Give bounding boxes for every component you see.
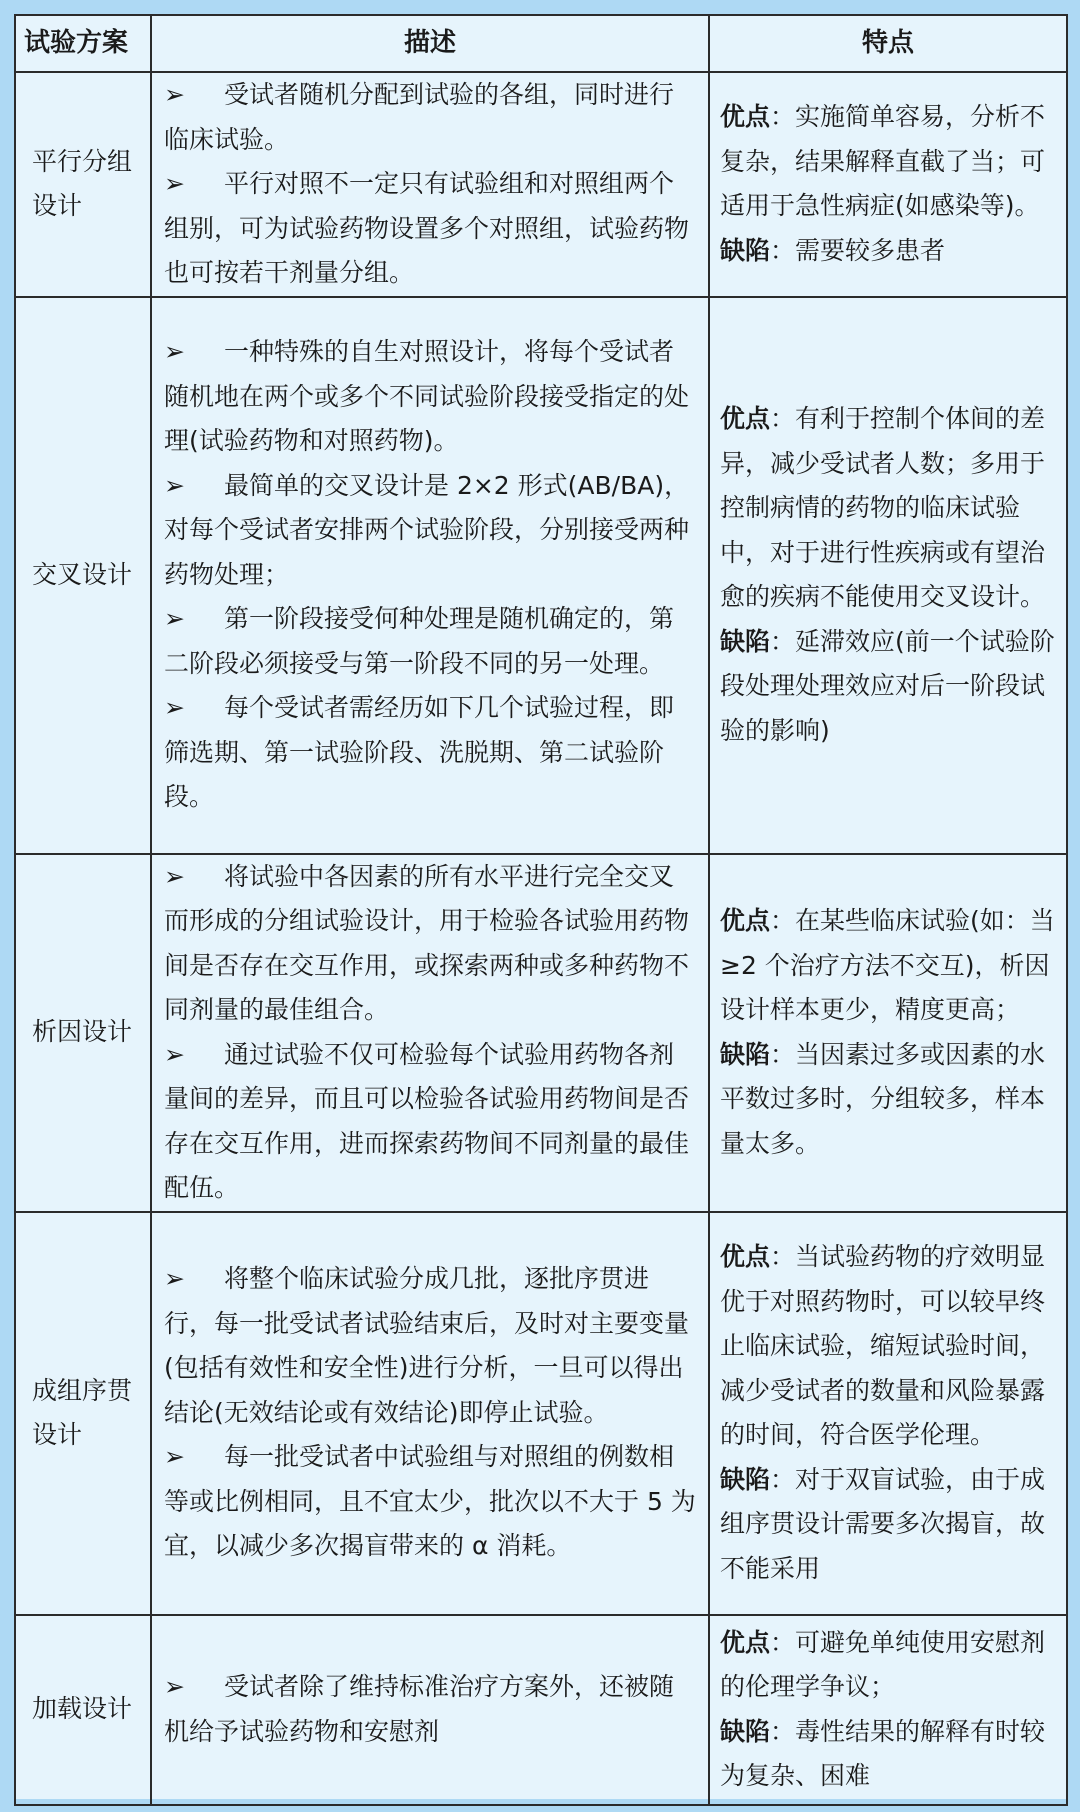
bullet-arrow-icon: ➢ — [164, 1039, 185, 1069]
description-bullet — [164, 597, 698, 686]
description-bullet — [164, 1257, 698, 1435]
description-cell — [151, 297, 709, 854]
bullet-text: 平行对照不一定只有试验组和对照组两个组别，可为试验药物设置多个对照组，试验药物也可按若干剂量分组。 — [164, 169, 690, 287]
colon: ： — [770, 1716, 796, 1746]
drawback-label: 缺陷 — [720, 1716, 771, 1746]
description-bullet — [164, 1435, 698, 1569]
drawback-label: 缺陷 — [720, 626, 771, 656]
drawback-paragraph — [720, 229, 1056, 274]
drawback-text: 延滞效应(前一个试验阶段处理处理效应对后一阶段试验的影响) — [720, 626, 1055, 745]
description-bullet — [164, 162, 698, 296]
advantage-text: 可避免单纯使用安慰剂的伦理学争议； — [720, 1627, 1046, 1701]
colon: ： — [770, 626, 796, 656]
advantage-paragraph — [720, 1235, 1056, 1458]
advantage-text: 实施简单容易，分析不复杂，结果解释直截了当；可适用于急性病症(如感染等)。 — [720, 102, 1046, 221]
colon: ： — [770, 906, 796, 935]
features-cell — [709, 297, 1067, 854]
drawback-paragraph — [720, 1710, 1056, 1799]
description-cell — [151, 1615, 709, 1805]
header-scheme: 试验方案 — [15, 15, 151, 72]
bullet-arrow-icon: ➢ — [164, 604, 185, 634]
colon: ： — [770, 235, 796, 265]
table-header-row — [15, 15, 1067, 72]
bullet-text: 一种特殊的自生对照设计，将每个受试者随机地在两个或多个不同试验阶段接受指定的处理(试验药物和对照药物)。 — [164, 337, 690, 456]
scheme-name: 成组序贯设计 — [15, 1212, 151, 1615]
scheme-name: 加载设计 — [15, 1615, 151, 1805]
table-row — [15, 1212, 1067, 1615]
features-cell — [709, 854, 1067, 1212]
bullet-text: 将整个临床试验分成几批，逐批序贯进行，每一批受试者试验结束后，及时对主要变量(包括有效性和安全性)进行分析，一旦可以得出结论(无效结论或有效结论)即停止试验。 — [164, 1264, 690, 1427]
design-table-sheet — [14, 14, 1066, 1799]
advantage-paragraph — [720, 899, 1056, 1033]
colon: ： — [770, 1627, 796, 1657]
table-row — [15, 854, 1067, 1212]
bullet-text: 受试者除了维持标准治疗方案外，还被随机给予试验药物和安慰剂 — [164, 1672, 675, 1746]
features-cell — [709, 72, 1067, 297]
colon: ： — [770, 1464, 796, 1494]
colon: ： — [770, 1242, 796, 1271]
colon: ： — [770, 404, 796, 433]
description-bullet — [164, 855, 698, 1033]
advantage-paragraph — [720, 95, 1056, 229]
advantage-text: 在某些临床试验(如：当≥2 个治疗方法不交互)，析因设计样本更少，精度更高； — [720, 906, 1055, 1024]
scheme-name: 平行分组设计 — [15, 72, 151, 297]
trial-design-table — [14, 14, 1068, 1806]
advantage-label: 优点 — [720, 1242, 771, 1271]
table-row — [15, 72, 1067, 297]
bullet-arrow-icon: ➢ — [164, 1442, 185, 1472]
advantage-label: 优点 — [720, 1627, 771, 1657]
drawback-paragraph — [720, 1033, 1056, 1167]
bullet-text: 将试验中各因素的所有水平进行完全交叉而形成的分组试验设计，用于检验各试验用药物间是否存在交互作用，或探索两种或多种药物不同剂量的最佳组合。 — [164, 861, 690, 1024]
drawback-text: 需要较多患者 — [795, 235, 946, 265]
bullet-arrow-icon: ➢ — [164, 470, 185, 500]
scheme-name: 析因设计 — [15, 854, 151, 1212]
advantage-label: 优点 — [720, 404, 771, 433]
description-bullet — [164, 73, 698, 162]
bullet-text: 最简单的交叉设计是 2×2 形式(AB/BA)，对每个受试者安排两个试验阶段，分别接受两种药物处理； — [164, 470, 690, 589]
description-cell — [151, 1212, 709, 1615]
drawback-label: 缺陷 — [720, 1464, 771, 1494]
scheme-name: 交叉设计 — [15, 297, 151, 854]
bullet-arrow-icon: ➢ — [164, 169, 185, 198]
header-description: 描述 — [151, 15, 709, 72]
drawback-paragraph — [720, 620, 1056, 754]
bullet-arrow-icon: ➢ — [164, 1672, 185, 1701]
header-features: 特点 — [709, 15, 1067, 72]
colon: ： — [770, 102, 796, 132]
bullet-arrow-icon: ➢ — [164, 1264, 185, 1294]
advantage-paragraph — [720, 397, 1056, 620]
bullet-text: 每一批受试者中试验组与对照组的例数相等或比例相同，且不宜太少，批次以不大于 5 为宜，以减少多次揭盲带来的 α 消耗。 — [164, 1442, 696, 1561]
description-bullet — [164, 464, 698, 598]
description-cell — [151, 72, 709, 297]
advantage-label: 优点 — [720, 906, 771, 935]
description-bullet — [164, 686, 698, 820]
drawback-text: 毒性结果的解释有时较为复杂、困难 — [720, 1716, 1046, 1790]
bullet-text: 受试者随机分配到试验的各组，同时进行临床试验。 — [164, 80, 675, 154]
features-cell — [709, 1615, 1067, 1805]
bullet-arrow-icon: ➢ — [164, 337, 185, 367]
drawback-text: 对于双盲试验，由于成组序贯设计需要多次揭盲，故不能采用 — [720, 1464, 1046, 1583]
bullet-text: 每个受试者需经历如下几个试验过程，即筛选期、第一试验阶段、洗脱期、第二试验阶段。 — [164, 693, 675, 812]
description-bullet — [164, 330, 698, 464]
bullet-arrow-icon: ➢ — [164, 693, 185, 723]
description-bullet — [164, 1033, 698, 1211]
drawback-text: 当因素过多或因素的水平数过多时，分组较多，样本量太多。 — [720, 1039, 1046, 1158]
drawback-paragraph — [720, 1458, 1056, 1592]
colon: ： — [770, 1039, 796, 1069]
drawback-label: 缺陷 — [720, 235, 771, 265]
table-row — [15, 1615, 1067, 1805]
bullet-arrow-icon: ➢ — [164, 861, 185, 891]
advantage-label: 优点 — [720, 102, 771, 132]
bullet-arrow-icon: ➢ — [164, 80, 185, 109]
advantage-text: 有利于控制个体间的差异，减少受试者人数；多用于控制病情的药物的临床试验中，对于进行性疾病或有望治愈的疾病不能使用交叉设计。 — [720, 404, 1046, 611]
features-cell — [709, 1212, 1067, 1615]
table-row — [15, 297, 1067, 854]
drawback-label: 缺陷 — [720, 1039, 771, 1069]
advantage-text: 当试验药物的疗效明显优于对照药物时，可以较早终止临床试验，缩短试验时间，减少受试者的数量和风险暴露的时间，符合医学伦理。 — [720, 1242, 1046, 1449]
advantage-paragraph — [720, 1621, 1056, 1710]
bullet-text: 第一阶段接受何种处理是随机确定的，第二阶段必须接受与第一阶段不同的另一处理。 — [164, 604, 675, 678]
description-bullet — [164, 1665, 698, 1754]
bullet-text: 通过试验不仅可检验每个试验用药物各剂量间的差异，而且可以检验各试验用药物间是否存在交互作用，进而探索药物间不同剂量的最佳配伍。 — [164, 1039, 690, 1202]
description-cell — [151, 854, 709, 1212]
